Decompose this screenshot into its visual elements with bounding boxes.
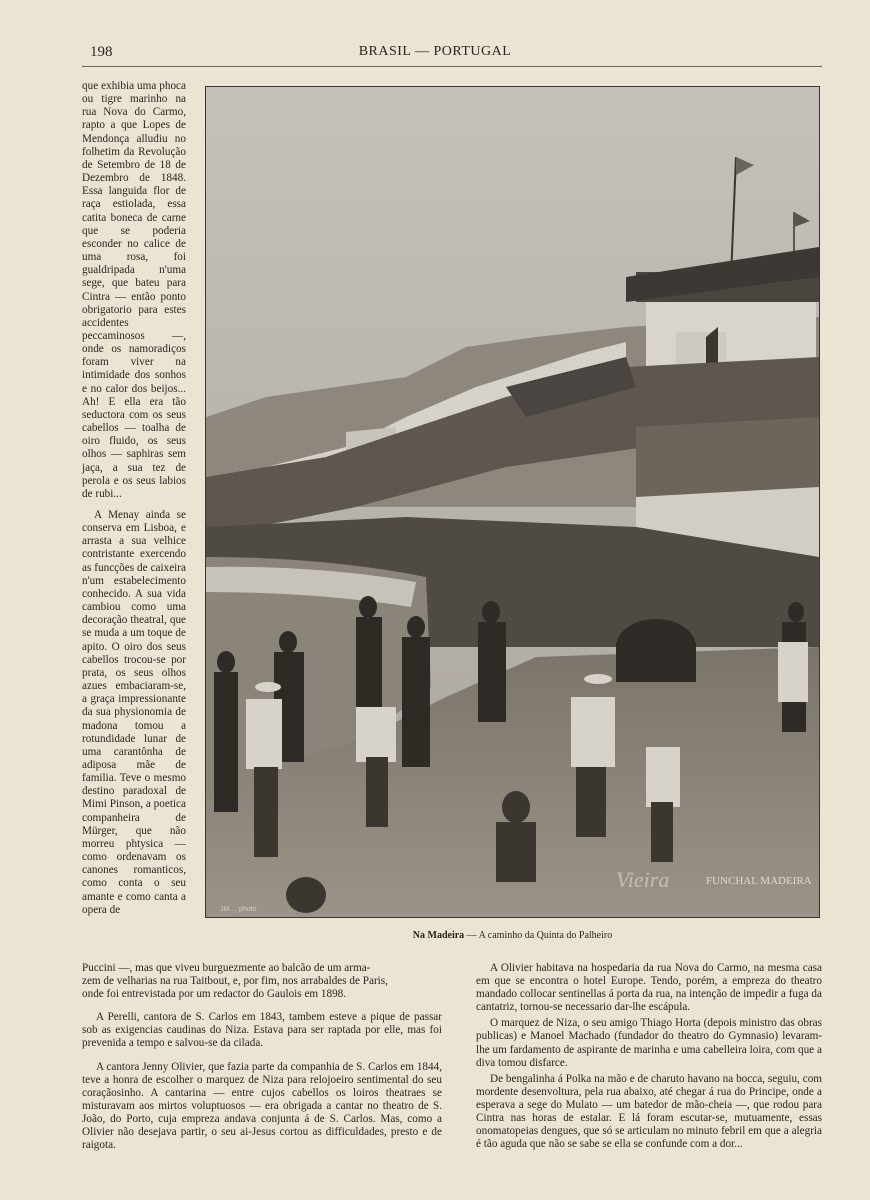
right-paragraph-2: O marquez de Niza, o seu amigo Thiago Horta (depois ministro das obras publicas) e Manoel Machado (fundador do theatro do Gymnasio) levaram-lhe um fardamento de aspirante de marinha e uma cabelleira loira, com que a diva tomou disfarce. bbox=[476, 1017, 822, 1069]
page-number: 198 bbox=[90, 44, 113, 60]
engraver-credit: JM ... photo bbox=[220, 906, 257, 913]
photograph-illustration bbox=[206, 87, 819, 917]
left-paragraph-2: A Perelli, cantora de S. Carlos em 1843, tambem esteve a pique de passar sob as exigencias caudinas do Niza. Estava para ser raptada por elle, mas foi prevenida a tempo e salvou-se da cilada. bbox=[82, 1011, 442, 1050]
caption-text: — A caminho da Quinta do Palheiro bbox=[464, 930, 613, 941]
left-line-3: onde foi entrevistada por um redactor do Gaulois em 1898. bbox=[82, 988, 347, 1001]
caption-label: Na Madeira bbox=[412, 930, 465, 941]
header-rule bbox=[82, 66, 822, 67]
right-text-column bbox=[476, 962, 822, 1151]
right-paragraph-3: De bengalinha á Polka na mão e de charuto havano na bocca, seguiu, com mordente desenvoltura, pela rua abaixo, até chegar á rua do Principe, onde a esperava a sege do Mulato — um batedor de mão-cheia —, que rodou para Cintra nas horas de estalar. E lá foram escutar-se, mutuamente, essas onomatopeias dengues, que só se articulam no minuto febril em que a alegria é tão aguda que não se sabe se ella se confunde com a dor... bbox=[476, 1072, 822, 1151]
narrow-paragraph-2: A Menay ainda se conserva em Lisboa, e arrasta a sua velhice contristante exercendo as funcções de caixeira n'um estabelecimento conhecido. A sua vida cambiou como uma decoração theatral, que se muda a um toque de apito. O oiro dos seus cabellos trocou-se por prata, os seus olhos azues embaciaram-se, a graça impressionante da sua physionomia de madona tomou a rotundidade lunar de uma carantônha de adiposa mãe de familia. Teve o mesmo destino paradoxal de Mimi Pinson, a poetica companheira de Mürger, que não morreu phtysica — como ordenavam os canones romanticos, como conta o seu amante e como canta a opera de bbox=[82, 509, 186, 916]
photo-signature: FUNCHAL MADEIRA bbox=[706, 875, 812, 887]
right-paragraph-1: A Olivier habitava na hospedaria da rua Nova do Carmo, na mesma casa em que se encontra o hotel Europe. Tendo, porém, a empreza do theatro mandado collocar sentinellas á porta da rua, na intenção de impedir a fuga da cantatriz, tornou-se necessario dar-lhe escápula. bbox=[476, 962, 822, 1014]
narrow-text-column bbox=[82, 80, 186, 917]
left-line-1: Puccini —, mas que viveu burguezmente ao balcão de um arma- bbox=[82, 962, 371, 974]
svg-text:Vieira: Vieira bbox=[616, 867, 670, 892]
photograph-madeira-procession bbox=[205, 86, 820, 918]
narrow-paragraph-1: que exhibia uma phoca ou tigre marinho na rua Nova do Carmo, rapto a que Lopes de Mendonça alludiu no folhetim da Revolução de Setembro de 18 de Dezembro de 1848. Essa languida flor de raça estiolada, essa catita boneca de carne que se poderia esconder no calice de uma rosa, foi gualdripada n'uma sege, que bateu para Cintra — então ponto obrigatorio para estes accidentes peccaminosos —, onde os namoradiços foram viver na intimidade dos sonhos e no calor dos beijos... Ah! E ella era tão seductora com os seus cabellos — toalha de oiro fluido, os seus olhos — saphiras sem jaça, a sua tez de perola e os seus labios de rubi... bbox=[82, 80, 186, 500]
left-paragraph-1 bbox=[82, 962, 442, 1001]
running-title: BRASIL — PORTUGAL bbox=[358, 44, 512, 59]
left-paragraph-3: A cantora Jenny Olivier, que fazia parte da companhia de S. Carlos em 1844, teve a honra de escolher o marquez de Niza para relojoeiro sentimental do seu coraçãosinho. A cantarina — entre cujos cabellos os loiros theatraes se misturavam aos mirtos voluptuosos — era obrigada a cantar no theatro de S. João, do Porto, cuja empreza andava conjunta á de S. Carlos. Mas, como a Olivier não desejava partir, o seu ai-Jesus cortou as difficuldades, presto e de raigota. bbox=[82, 1060, 442, 1152]
left-line-2: zem de velharias na rua Taitbout, e, por fim, nos arrabaldes de Paris, bbox=[82, 975, 388, 988]
left-text-column bbox=[82, 962, 442, 1152]
photo-caption bbox=[205, 930, 820, 941]
